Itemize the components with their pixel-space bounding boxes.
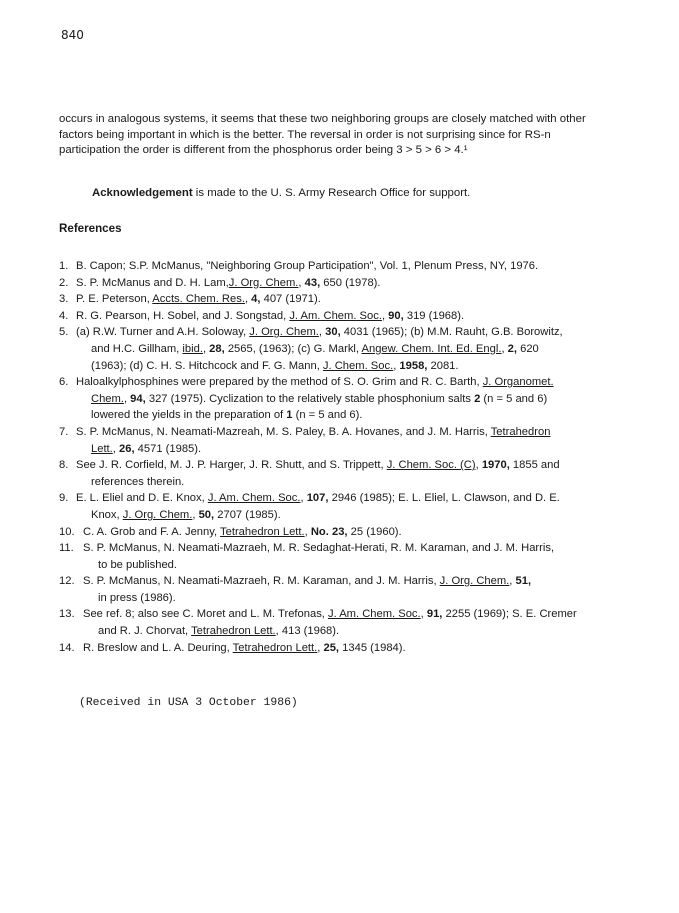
reference-text: See J. R. Corfield, M. J. P. Harger, J. R. Shutt, and S. Trippett, [76,459,387,472]
reference-number: 5. [59,326,69,339]
reference-text: 407 (1971). [260,293,321,306]
journal-citation: J. Chem. Soc. [322,359,394,372]
reference-number: 4. [59,309,69,322]
reference-text: , [393,359,400,372]
reference-number: 12. [59,575,75,588]
reference-text: S. P. McManus, N. Neamati-Mazraeh, R. M. Karaman, and J. M. Harris, [83,575,440,588]
reference-line [83,642,406,654]
reference-item [59,308,659,325]
reference-text: to be published. [98,558,177,571]
reference-number: 1. [59,260,69,272]
journal-citation: Angew. Chem. Int. Ed. Engl. [361,342,502,355]
reference-item [59,524,659,541]
volume-number: 4, [251,293,261,306]
reference-text: , 413 (1968). [275,625,340,638]
journal-citation: Tetrahedron Lett. [220,525,305,538]
paragraph-line: occurs in analogous systems, it seems that these two neighboring groups are closely matched with other [59,113,586,125]
volume-number: 28, [209,342,225,355]
reference-number: 13. [59,608,75,621]
journal-citation: J. Org. Chem. [249,326,319,339]
reference-text: , [420,608,427,621]
reference-text: 620 [517,342,539,355]
volume-number: 50, [198,508,215,521]
reference-number: 7. [59,425,69,438]
reference-text: , [509,575,516,588]
volume-number: 1970, [481,459,510,472]
reference-text: (1963); (d) C. H. S. Hitchcock and F. G. Mann, [91,359,323,372]
reference-line [76,507,659,524]
reference-text: R. Breslow and L. A. Deuring, [83,641,233,654]
reference-text: P. E. Peterson, [76,293,153,306]
paragraph-line: factors being important in which is the better. The reversal in order is not surprising since for RS-n [59,128,551,141]
reference-item [59,640,659,657]
reference-text: , [192,508,199,521]
journal-citation: J. Org. Chem. [228,276,299,289]
reference-line [76,376,554,388]
journal-citation: J. Am. Chem. Soc. [289,309,382,322]
reference-text: (n = 5 and 6) [480,392,548,405]
reference-line [83,575,531,587]
reference-text: 2565, (1963); (c) G. Markl, [224,342,362,355]
reference-item [59,606,659,639]
journal-citation: Chem. [91,392,124,405]
journal-citation: J. Org. Chem. [122,508,193,521]
volume-number: 94, [130,392,146,405]
volume-number: 51, [515,575,532,588]
reference-text: , [112,442,119,455]
volume-number: 2, [507,342,517,355]
reference-text: in press (1986). [98,591,176,604]
reference-number: 9. [59,492,69,505]
reference-line [76,293,321,305]
reference-line [83,542,554,554]
volume-number: 43, [304,276,321,289]
reference-text: and R. J. Chorvat, [98,625,192,638]
journal-citation: Tetrahedron [490,425,551,438]
reference-line [76,310,464,322]
reference-text: lowered the yields in the preparation of [91,409,287,422]
reference-text: , [501,342,508,355]
reference-text: 2081. [427,359,459,372]
volume-number: 90, [388,309,404,322]
reference-text: , [300,492,307,505]
reference-text: 327 (1975). Cyclization to the relatively stable phosphonium salts [145,392,475,405]
reference-number: 14. [59,641,75,654]
body-paragraph [59,112,639,159]
reference-text: references therein. [91,475,185,488]
reference-line [83,526,402,538]
reference-text: 1345 (1984). [339,641,406,654]
reference-text: , [123,392,131,405]
reference-line [76,492,560,504]
reference-text: , [298,276,305,289]
volume-number: 91, [426,608,443,621]
reference-item [59,490,659,523]
reference-line [76,391,659,408]
journal-citation: Lett. [91,442,113,455]
volume-number: 1958, [399,359,428,372]
journal-citation: Accts. Chem. Res. [152,293,245,306]
reference-number: 2. [59,276,69,289]
reference-item [59,540,659,573]
journal-citation: J. Am. Chem. Soc. [207,492,301,505]
reference-line [83,590,659,607]
reference-item [59,457,659,490]
journal-citation: J. Organomet. [482,376,554,389]
reference-text: , [318,326,326,339]
reference-text: , [244,293,252,306]
reference-line [83,623,659,640]
reference-line [76,426,550,438]
reference-text: , [202,342,210,355]
reference-text: R. G. Pearson, H. Sobel, and J. Songstad, [76,309,290,322]
acknowledgement-label: Acknowledgement [92,187,193,199]
reference-item [59,275,659,292]
reference-number: 6. [59,376,69,389]
reference-text: 4571 (1985). [134,442,202,455]
reference-number: 8. [59,459,69,472]
journal-citation: J. Chem. Soc. (C) [386,459,476,472]
volume-number: 30, [325,326,341,339]
reference-text: C. A. Grob and F. A. Jenny, [83,525,221,538]
volume-number: 1 [286,409,293,422]
reference-text: Haloalkylphosphines were prepared by the method of S. O. Grim and R. C. Barth, [76,376,483,389]
reference-line [76,459,560,471]
journal-citation: J. Org. Chem. [439,575,510,588]
reference-line [76,407,659,424]
reference-text: S. P. McManus, N. Neamati-Mazraeh, M. R. Sedaghat-Herati, R. M. Karaman, and J. M. Harris, [83,542,555,555]
reference-item [59,424,659,457]
reference-text: 2707 (1985). [214,508,281,521]
reference-item [59,374,659,424]
volume-number: 107, [306,492,329,505]
reference-number: 3. [59,293,69,306]
reference-line [76,277,381,289]
reference-text: 1855 and [509,459,560,472]
reference-line [83,608,577,620]
reference-line [76,326,563,338]
reference-item [59,291,659,308]
reference-item [59,324,659,374]
reference-text: 2946 (1985); E. L. Eliel, L. Clawson, and D. E. [328,492,560,505]
reference-line [76,441,659,458]
reference-text: Knox, [91,508,123,521]
reference-line [76,260,538,272]
reference-text: S. P. McManus and D. H. Lam, [76,276,229,289]
volume-number: 2 [474,392,481,405]
reference-text: , [317,641,324,654]
volume-number: No. 23, [310,525,348,538]
reference-text: (n = 5 and 6). [292,409,363,422]
journal-citation: Tetrahedron Lett. [232,641,318,654]
reference-text: (a) R.W. Turner and A.H. Soloway, [76,326,250,339]
acknowledgement [92,187,470,199]
journal-citation: ibid. [182,342,203,355]
reference-text: 2255 (1969); S. E. Cremer [442,608,577,621]
acknowledgement-text: is made to the U. S. Army Research Office for support. [192,187,471,199]
reference-line [76,474,659,491]
journal-citation: Tetrahedron Lett. [191,625,276,638]
volume-number: 26, [119,442,135,455]
references-list [59,258,659,656]
reference-text: E. L. Eliel and D. E. Knox, [76,492,208,505]
paragraph-line: participation the order is different from the phosphorus order being 3 > 5 > 6 > 4.¹ [59,144,468,156]
reference-text: , [304,525,311,538]
reference-text: , [381,309,389,322]
page-number: 840 [61,28,84,42]
reference-text: 4031 (1965); (b) M.M. Rauht, G.B. Borowitz, [340,326,563,339]
reference-text: and H.C. Gillham, [91,342,183,355]
reference-number: 11. [59,542,74,555]
references-heading: References [59,222,122,235]
reference-text: See ref. 8; also see C. Moret and L. M. Trefonas, [83,608,328,621]
reference-number: 10. [59,525,75,538]
journal-citation: J. Am. Chem. Soc. [328,608,421,621]
reference-line [76,341,659,358]
reference-text: 25 (1960). [347,525,402,538]
reference-item [59,573,659,606]
reference-text: 650 (1978). [320,276,381,289]
reference-item [59,258,659,275]
volume-number: 25, [323,641,340,654]
reference-line [83,557,659,574]
reference-text: 319 (1968). [403,309,465,322]
reference-text: S. P. McManus, N. Neamati-Mazreah, M. S. Paley, B. A. Hovanes, and J. M. Harris, [76,425,491,438]
reference-text: , [475,459,482,472]
received-note: (Received in USA 3 October 1986) [79,697,298,709]
reference-text: B. Capon; S.P. McManus, "Neighboring Group Participation", Vol. 1, Plenum Press, NY, 1976. [76,260,539,272]
reference-line [76,358,659,375]
